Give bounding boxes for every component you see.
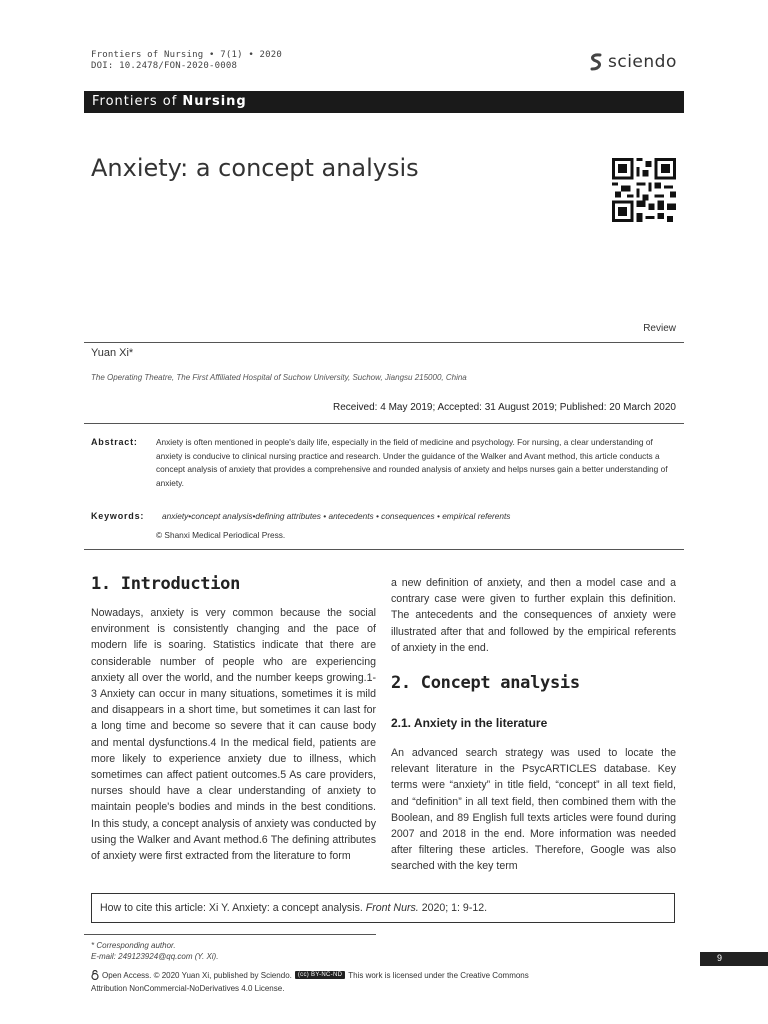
sciendo-s-icon — [588, 53, 604, 71]
page-number: 9 — [717, 953, 723, 963]
keywords-label: Keywords: — [91, 511, 145, 521]
divider — [84, 342, 684, 343]
corresponding-author-note: * Corresponding author. — [91, 941, 176, 950]
open-access-icon — [91, 970, 99, 980]
citation-prefix: How to cite this article: Xi Y. Anxiety: a concept analysis. — [100, 902, 366, 914]
corresponding-email: E-mail: 249123924@qq.com (Y. Xi). — [91, 952, 219, 961]
press-copyright: © Shanxi Medical Periodical Press. — [156, 530, 286, 540]
cc-license-badge[interactable]: (cc) BY-NC-ND — [295, 971, 345, 979]
open-access-line — [91, 970, 691, 980]
divider — [84, 423, 684, 424]
article-title: Anxiety: a concept analysis — [91, 154, 419, 182]
keywords-text: anxiety•concept analysis•defining attributes • antecedents • consequences • empirical referents — [162, 511, 511, 521]
license-name: Attribution NonCommercial-NoDerivatives 4.0 License. — [91, 984, 285, 993]
intro-paragraph: Nowadays, anxiety is very common because the social environment is consistently changing and the pace of modern life is soaring. Statistics indicate that there are considerable number of people who are experiencing anxiety all over the world, and the number keeps growing.1-3 Anxiety can occur in many situations, sometimes it is mild and disappears in a short time, but sometimes it can last for a long time and become so severe that it can cause body and mental dysfunctions.4 In the medical field, patients are more likely to experience anxiety due to illness, which sometimes can affect patient outcomes.5 As care providers, nurses should have a clear understanding of anxiety to maintain people's bodies and minds in the best conditions. In this study, a concept analysis of anxiety was conducted by using the Walker and Avant method.6 The defining attributes of anxiety were first extracted from the literature to form — [91, 607, 376, 863]
author-affiliation: The Operating Theatre, The First Affiliated Hospital of Suchow University, Suchow, Jiangsu 215000, China — [91, 373, 467, 382]
author-name: Yuan Xi* — [91, 347, 134, 359]
article-type: Review — [643, 323, 676, 334]
publication-dates: Received: 4 May 2019; Accepted: 31 August 2019; Published: 20 March 2020 — [332, 402, 676, 413]
abstract-label: Abstract: — [91, 437, 138, 447]
subsection-heading-literature: 2.1. Anxiety in the literature — [391, 716, 548, 730]
doi-line: DOI: 10.2478/FON-2020-0008 — [91, 61, 238, 71]
qr-code-icon[interactable] — [612, 158, 676, 222]
literature-paragraph: An advanced search strategy was used to locate the relevant literature in the PsycARTICLES database. Key terms were “anxiety” in title field, “concept” in all text field, and “definition” in all text field, then combined them with the Boolean, and 89 English full texts articles were found during 2007 and 2018 in the end. More information was needed after filtering these articles. Therefore, Google was also searched with the key term — [391, 747, 676, 873]
citation-text — [100, 902, 487, 914]
journal-bold: Nursing — [182, 94, 247, 109]
section-heading-introduction: 1. Introduction — [91, 574, 241, 594]
intro-paragraph-continued: a new definition of anxiety, and then a model case and a contrary case were given to further explain this definition. The antecedents and the consequences of anxiety were illustrated after that and followed by the empirical referents of anxiety in the end. — [391, 577, 676, 654]
journal-meta — [91, 50, 282, 72]
citation-line: Frontiers of Nursing • 7(1) • 2020 — [91, 50, 283, 60]
section-heading-concept-analysis: 2. Concept analysis — [391, 673, 580, 693]
journal-prefix: Frontiers of — [92, 94, 178, 109]
publisher-name: sciendo — [608, 52, 677, 72]
open-access-text: Open Access. © 2020 Yuan Xi, published by Sciendo. — [102, 970, 292, 980]
publisher-logo — [588, 52, 677, 72]
citation-journal: Front Nurs. — [365, 902, 419, 914]
footnote-divider — [84, 934, 376, 935]
license-text: This work is licensed under the Creative Commons — [348, 970, 529, 980]
page-number-tab — [700, 952, 768, 966]
journal-banner-title — [92, 93, 247, 111]
divider — [84, 549, 684, 550]
abstract-text: Anxiety is often mentioned in people's daily life, especially in the field of medicine and psychology. For nursing, a clear understanding of anxiety is conducive to clinical nursing practice and research. Under the guidance of the Walker and Avant method, this article conducts a concept analysis of anxiety that provides a comprehensive and rounded analysis of anxiety and helps nurses gain a better understanding of anxiety. — [156, 437, 668, 488]
citation-suffix: 2020; 1: 9-12. — [418, 902, 488, 914]
